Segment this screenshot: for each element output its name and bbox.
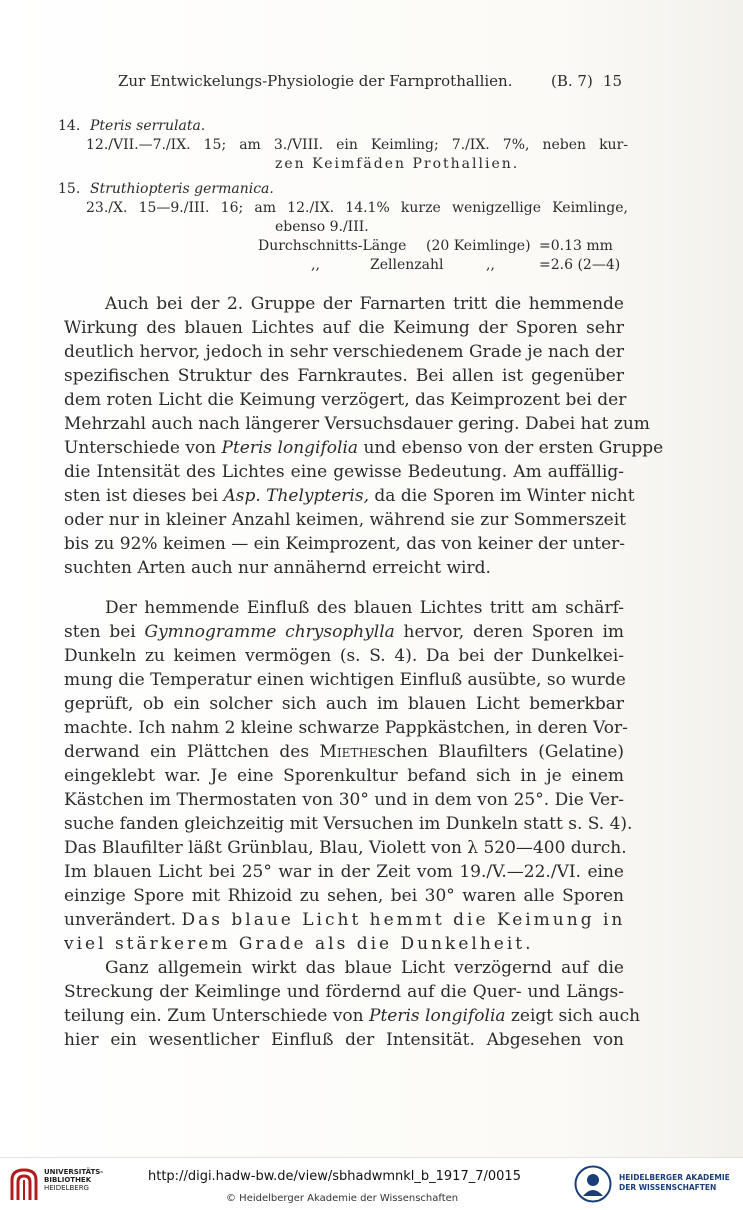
text-line: eingeklebt war. Je eine Sporenkultur befand sich in je einem: [64, 766, 624, 786]
entry-text-line: ebenso 9./III.: [275, 219, 369, 235]
entry-heading: [58, 180, 628, 199]
entry-number: 14.: [58, 118, 81, 134]
entry-text-line: 23./X. 15—9./III. 16; am 12./IX. 14.1% kurze wenigzellige Keimlinge,: [86, 200, 628, 216]
text-line: oder nur in kleiner Anzahl keimen, während sie zur Sommerszeit: [64, 510, 626, 530]
text-line: [64, 740, 624, 764]
text-line: Das Blaufilter läßt Grünblau, Blau, Violett von λ 520—400 durch.: [64, 838, 627, 858]
university-library-name: [44, 1168, 103, 1192]
running-head: [0, 72, 743, 96]
ditto-mark: ,,: [486, 257, 495, 273]
university-line: UNIVERSITÄTS-: [44, 1168, 104, 1176]
text-run: Unterschiede von: [64, 438, 217, 458]
text-line: [64, 1004, 641, 1028]
text-line: Der hemmende Einfluß des blauen Lichtes tritt am schärf-: [105, 598, 624, 618]
university-library-logo-icon: [8, 1166, 40, 1202]
text-line: spezifischen Struktur des Farnkrautes. Bei allen ist gegenüber: [64, 366, 624, 386]
entry-number: 15.: [58, 181, 81, 197]
text-run: schen Blaufilters (Gelatine): [377, 742, 624, 762]
text-run: und ebenso von der ersten Gruppe: [363, 438, 664, 458]
text-run: zeigt sich auch: [510, 1006, 641, 1026]
page-number: 15: [603, 72, 623, 90]
text-line: machte. Ich nahm 2 kleine schwarze Pappkästchen, in deren Vor-: [64, 718, 628, 738]
text-run: teilung ein. Zum Unterschiede von: [64, 1006, 364, 1026]
entry-text-line: zen Keimfäden Prothallien.: [275, 156, 520, 172]
measurement-row-length: [58, 237, 628, 256]
academy-seal-icon: [574, 1165, 612, 1203]
paragraph-1: [64, 292, 664, 580]
author-name: Miethe: [319, 742, 378, 762]
measure-value: =2.6 (2—4): [539, 257, 621, 273]
text-line: Dunkeln zu keimen vermögen (s. S. 4). Da bei der Dunkelkei-: [64, 646, 624, 666]
running-head-title: Zur Entwickelungs-Physiologie der Farnprothallien.: [118, 72, 513, 90]
text-line: deutlich hervor, jedoch in sehr verschiedenem Grade je nach der: [64, 342, 624, 362]
text-run: derwand ein Plättchen des: [64, 742, 310, 762]
text-line: mung die Temperatur einen wichtigen Einfluß ausübte, so wurde: [64, 670, 626, 690]
text-line: suche fanden gleichzeitig mit Versuchen im Dunkeln statt s. S. 4).: [64, 814, 633, 834]
text-line: suchten Arten auch nur annähernd erreicht wird.: [64, 558, 491, 578]
academy-line: DER WISSENSCHAFTEN: [619, 1183, 717, 1192]
text-line: [64, 484, 635, 508]
text-line: [64, 620, 624, 644]
paragraph-3: [64, 956, 641, 1052]
species-name: Pteris longifolia: [369, 1006, 506, 1026]
text-run: sten ist dieses bei: [64, 486, 219, 506]
text-line: [64, 908, 624, 932]
entry-text-line: 12./VII.—7./IX. 15; am 3./VIII. ein Keimling; 7./IX. 7%, neben kur-: [86, 137, 628, 153]
running-head-volume: (B. 7): [551, 72, 593, 90]
measure-value: =0.13 mm: [539, 238, 613, 254]
species-name: Pteris longifolia: [221, 438, 359, 458]
text-run: hervor, deren Sporen im: [403, 622, 624, 642]
text-line: Auch bei der 2. Gruppe der Farnarten tritt die hemmende: [105, 294, 624, 314]
text-line: Kästchen im Thermostaten von 30° und in dem von 25°. Die Ver-: [64, 790, 624, 810]
species-name: Struthiopteris germanica.: [90, 181, 274, 197]
digitization-footer: [0, 1157, 743, 1210]
emphasized-text: Das blaue Licht hemmt die Keimung in: [181, 910, 626, 930]
academy-line: HEIDELBERGER AKADEMIE: [619, 1173, 730, 1182]
text-line: geprüft, ob ein solcher sich auch im blauen Licht bemerkbar: [64, 694, 624, 714]
text-run: sten bei: [64, 622, 136, 642]
text-line: bis zu 92% keimen — ein Keimprozent, das von keiner der unter-: [64, 534, 626, 554]
species-entry-15: [58, 180, 628, 275]
ditto-mark: ,,: [311, 257, 320, 273]
paragraph-2: [64, 596, 633, 956]
measure-label: Zellenzahl: [370, 257, 444, 273]
copyright-notice: © Heidelberger Akademie der Wissenschaften: [226, 1193, 459, 1204]
text-run: unverändert.: [64, 910, 177, 930]
text-line: Im blauen Licht bei 25° war in der Zeit vom 19./V.—22./VI. eine: [64, 862, 624, 882]
species-name: Gymnogramme chrysophylla: [144, 622, 395, 642]
entry-heading: [58, 117, 628, 136]
text-line: Mehrzahl auch nach längerer Versuchsdauer gering. Dabei hat zum: [64, 414, 650, 434]
text-run: da die Sporen im Winter nicht: [374, 486, 635, 506]
measure-qualifier: (20 Keimlinge): [426, 238, 531, 254]
university-line: HEIDELBERG: [44, 1184, 89, 1192]
text-line: hier ein wesentlicher Einfluß der Intensität. Abgesehen von: [64, 1030, 624, 1050]
measurement-row-cells: [58, 256, 628, 275]
text-line: einzige Spore mit Rhizoid zu sehen, bei 30° waren alle Sporen: [64, 886, 624, 906]
emphasized-text-line: viel stärkerem Grade als die Dunkelheit.: [64, 934, 534, 954]
text-line: Wirkung des blauen Lichtes auf die Keimung der Sporen sehr: [64, 318, 624, 338]
species-entry-14: [58, 117, 628, 174]
university-line: BIBLIOTHEK: [44, 1176, 92, 1184]
species-name: Asp. Thelypteris,: [223, 486, 369, 506]
text-line: die Intensität des Lichtes eine gewisse Bedeutung. Am auffällig-: [64, 462, 624, 482]
species-name: Pteris serrulata.: [90, 118, 206, 134]
text-line: [64, 436, 664, 460]
text-line: Streckung der Keimlinge und fördernd auf die Quer- und Längs-: [64, 982, 624, 1002]
permalink-url[interactable]: http://digi.hadw-bw.de/view/sbhadwmnkl_b_1917_7/0015: [148, 1169, 521, 1184]
text-line: dem roten Licht die Keimung verzögert, das Keimprozent bei der: [64, 390, 627, 410]
text-line: Ganz allgemein wirkt das blaue Licht verzögernd auf die: [105, 958, 624, 978]
measure-label: Durchschnitts-Länge: [258, 238, 407, 254]
academy-name: [619, 1173, 730, 1193]
